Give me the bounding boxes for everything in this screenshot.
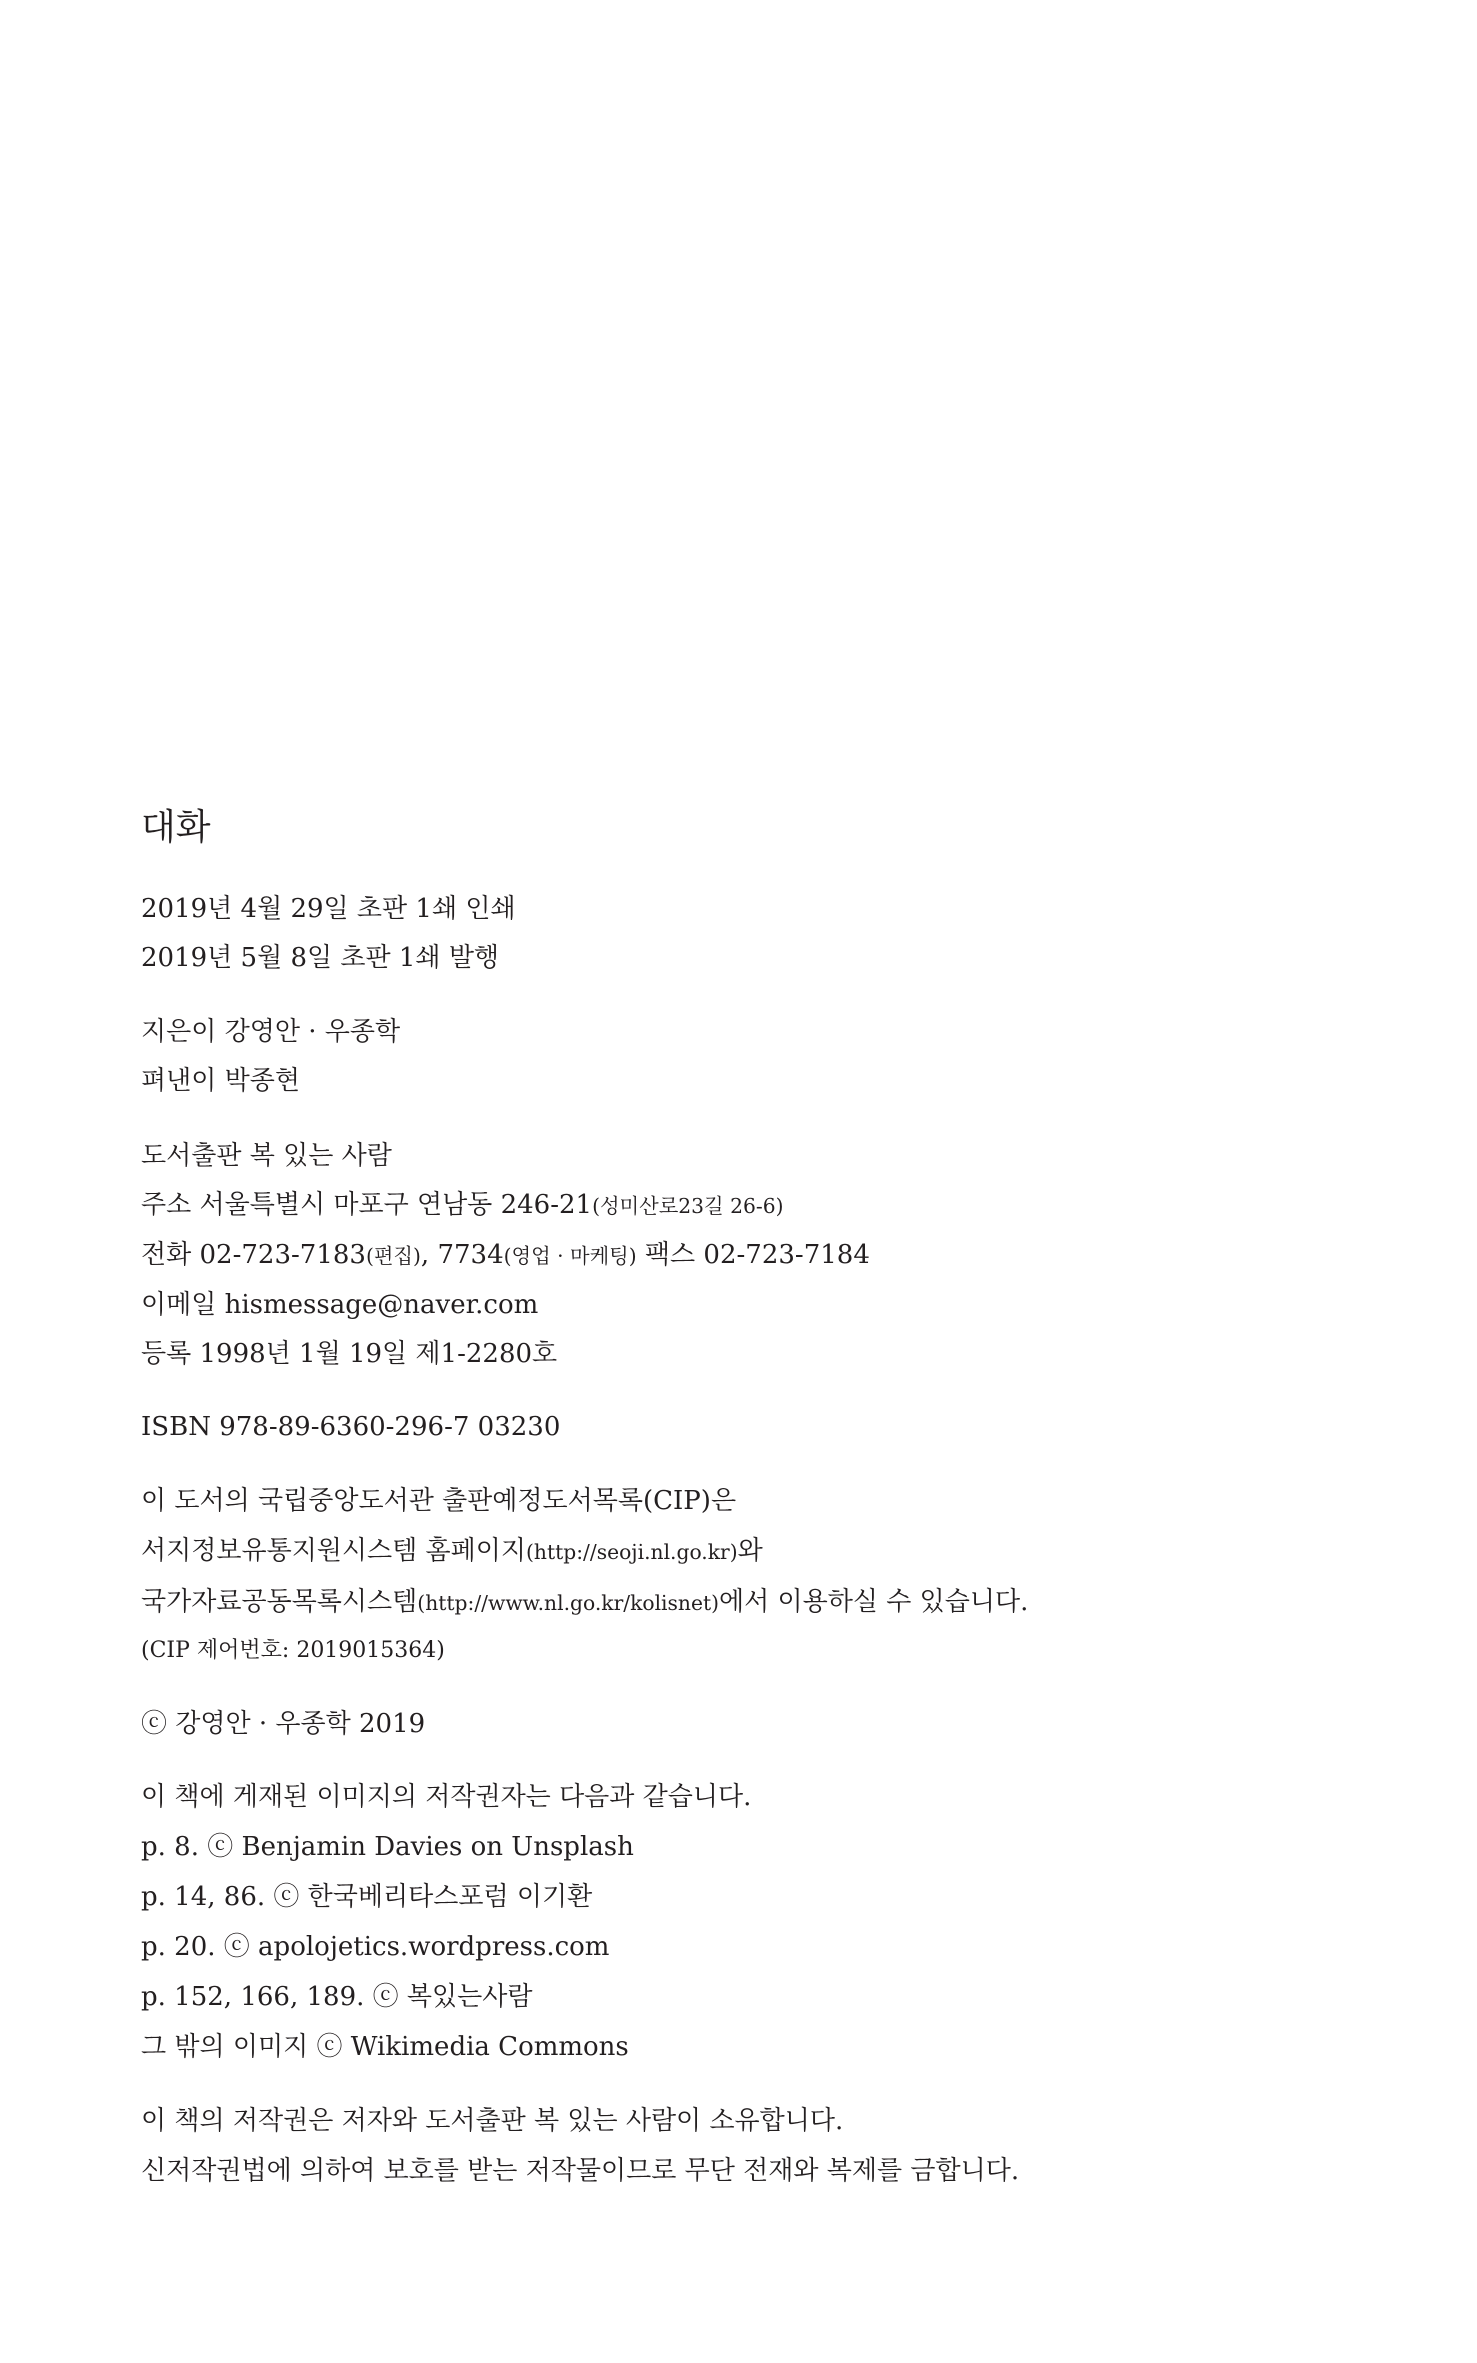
copyright-line: ⓒ 강영안 · 우종학 2019 xyxy=(141,1709,426,1739)
cip-number: (CIP 제어번호: 2019015364) xyxy=(141,1638,445,1663)
phone-edit-note: (편집) xyxy=(365,1244,421,1268)
image-credit-item: p. 152, 166, 189. ⓒ 복있는사람 xyxy=(141,1982,533,2012)
publisher-name: 도서출판 복 있는 사람 xyxy=(141,1141,392,1171)
cip-line-1: 이 도서의 국립중앙도서관 출판예정도서목록(CIP)은 xyxy=(141,1486,737,1516)
publisher-phone xyxy=(141,1238,870,1273)
image-credit-item: 그 밖의 이미지 ⓒ Wikimedia Commons xyxy=(141,2032,629,2062)
publish-date: 2019년 5월 8일 초판 1쇄 발행 xyxy=(141,943,500,973)
rights-line-2: 신저작권법에 의하여 보호를 받는 저작물이므로 무단 전재와 복제를 금합니다. xyxy=(141,2156,1020,2186)
print-date: 2019년 4월 29일 초판 1쇄 인쇄 xyxy=(141,894,516,924)
cip-line-3: 국가자료공동목록시스템(http://www.nl.go.kr/kolisnet)에서 이용하실 수 있습니다. xyxy=(141,1587,1029,1617)
rights-line-1: 이 책의 저작권은 저자와 도서출판 복 있는 사람이 소유합니다. xyxy=(141,2106,844,2136)
address-main: 주소 서울특별시 마포구 연남동 246-21 xyxy=(141,1190,593,1220)
image-credits-intro: 이 책에 게재된 이미지의 저작권자는 다음과 같습니다. xyxy=(141,1782,752,1812)
publisher-person: 펴낸이 박종현 xyxy=(141,1066,300,1096)
address-road: (성미산로23길 26-6) xyxy=(592,1194,784,1218)
publisher-address xyxy=(141,1188,784,1223)
seoji-url: (http://seoji.nl.go.kr) xyxy=(526,1540,738,1564)
isbn: ISBN 978-89-6360-296-7 03230 xyxy=(141,1412,561,1442)
book-title: 대화 xyxy=(141,807,211,848)
phone-sales: , 7734 xyxy=(420,1240,504,1270)
fax: 팩스 02-723-7184 xyxy=(636,1240,870,1270)
image-credit-item: p. 20. ⓒ apolojetics.wordpress.com xyxy=(141,1932,610,1962)
phone-edit: 전화 02-723-7183 xyxy=(141,1240,366,1270)
authors: 지은이 강영안 · 우종학 xyxy=(141,1017,401,1047)
cip-line-2: 서지정보유통지원시스템 홈페이지(http://seoji.nl.go.kr)와 xyxy=(141,1536,763,1566)
phone-sales-note: (영업 · 마케팅) xyxy=(503,1244,637,1268)
image-credit-item: p. 14, 86. ⓒ 한국베리타스포럼 이기환 xyxy=(141,1882,593,1912)
registration: 등록 1998년 1월 19일 제1-2280호 xyxy=(141,1339,558,1369)
kolisnet-url: (http://www.nl.go.kr/kolisnet) xyxy=(417,1591,720,1615)
publisher-email: 이메일 hismessage@naver.com xyxy=(141,1290,539,1320)
image-credit-item: p. 8. ⓒ Benjamin Davies on Unsplash xyxy=(141,1832,634,1862)
